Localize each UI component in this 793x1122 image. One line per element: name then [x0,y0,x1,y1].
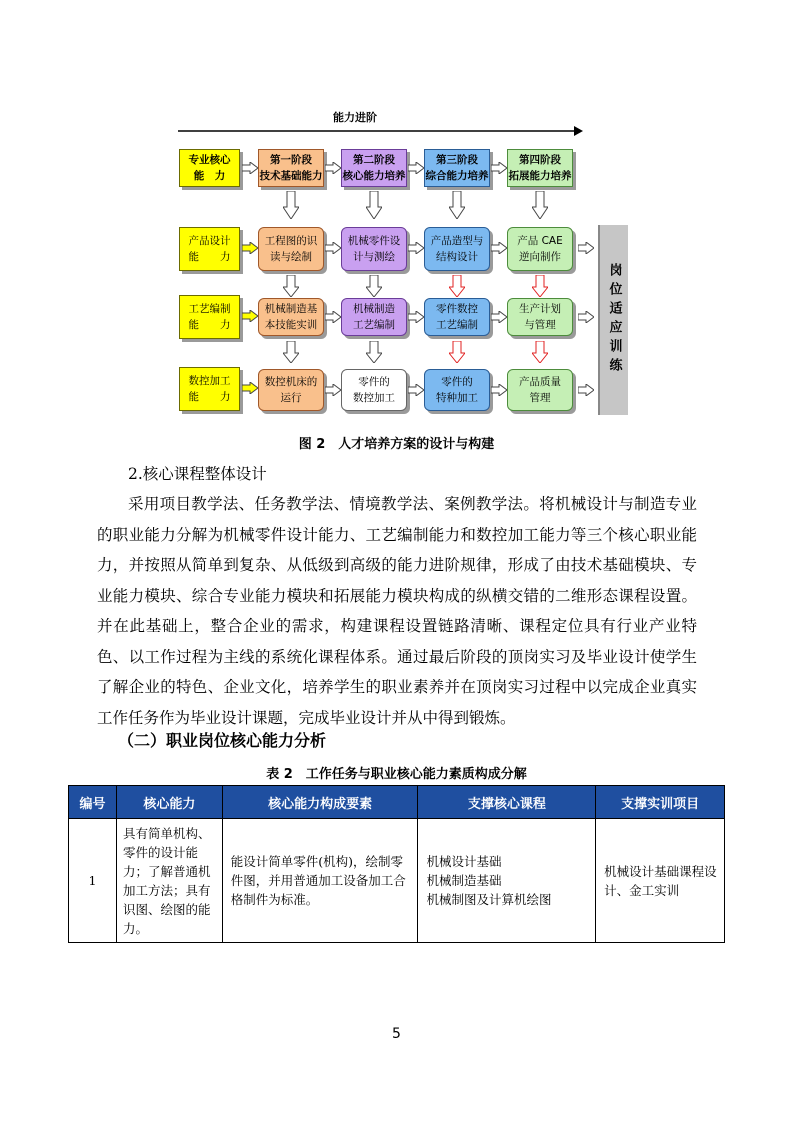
cell-r1-c3: 产品造型与 结构设计 [424,227,490,271]
cell-r1-c4: 产品 CAE 逆向制作 [507,227,573,271]
body-paragraph: 采用项目教学法、任务教学法、情境教学法、案例教学法。将机械设计与制造专业的职业能力分解为机械零件设计能力、工艺编制能力和数控加工能力等三个核心职业能力，并按照从简单到复杂、从低级到高级的能力进阶规律，形成了由技术基础模块、专业能力模块、综合专业能力模块和拓展能力模块构成的纵横交错的二维形态课程设置。并在此基础上，整合企业的需求，构建课程设置链路清晰、课程定位具有行业产业特色、以工作过程为主线的系统化课程体系。通过最后阶段的顶岗实习及毕业设计使学生了解企业的特色、企业文化，培养学生的职业素养并在顶岗实习过程中以完成企业真实工作任务作为毕业设计课题，完成毕业设计并从中得到锻炼。 [97,495,697,727]
progress-arrow [178,125,583,137]
arrow-down-icon [283,275,299,297]
side-box-label: 岗位适应训练 [606,263,622,377]
header-stage-3: 第三阶段 综合能力培养 [424,149,490,187]
arrow-right-icon [325,242,341,254]
arrow-down-icon [366,341,382,363]
arrow-right-icon [491,162,507,174]
arrow-right-icon [408,242,424,254]
arrow-right-icon [325,311,341,323]
cell-r2-c3: 零件数控 工艺编制 [424,298,490,336]
arrow-right-icon [491,242,507,254]
column-header: 支撑实训项目 [596,786,725,819]
cell-r2-c4: 生产计划 与管理 [507,298,573,336]
arrow-down-icon [449,191,465,219]
column-header: 核心能力 [116,786,222,819]
table-row [69,819,725,943]
arrow-down-icon [366,191,382,219]
column-header: 支撑核心课程 [418,786,596,819]
arrow-right-icon [325,162,341,174]
arrow-right-icon [491,311,507,323]
cell-r1-c1: 工程图的识 读与绘制 [258,227,324,271]
arrow-right-icon [242,242,258,254]
header-stage-4: 第四阶段 拓展能力培养 [507,149,573,187]
cell-ability: 具有简单机构、零件的设计能力；了解普通机加工方法；具有识图、绘图的能力。 [116,819,222,943]
side-box-job-training [598,225,628,415]
talent-training-diagram [170,105,630,425]
cell-elements: 能设计简单零件(机构)，绘制零件图，并用普通加工设备加工合格制件为标准。 [222,819,418,943]
row-label-cnc-machining: 数控加工 能 力 [179,367,240,411]
arrow-down-icon [532,275,548,297]
arrow-down-icon [366,275,382,297]
arrow-right-icon [408,311,424,323]
cell-r3-c3: 零件的 特种加工 [424,369,490,411]
cell-r3-c1: 数控机床的 运行 [258,369,324,411]
cell-r1-c2: 机械零件设 计与测绘 [341,227,407,271]
arrow-right-icon [578,311,594,323]
arrow-right-icon [325,384,341,396]
column-header: 编号 [69,786,117,819]
section-heading-2: 2.核心课程整体设计 [128,465,267,483]
section-heading-3: （二）职业岗位核心能力分析 [118,731,327,750]
arrow-right-icon [578,384,594,396]
header-stage-2: 第二阶段 核心能力培养 [341,149,407,187]
progress-label: 能力进阶 [333,111,377,124]
cell-r2-c2: 机械制造 工艺编制 [341,298,407,336]
arrow-right-icon [242,162,258,174]
row-label-product-design: 产品设计 能 力 [179,227,240,271]
arrow-right-icon [408,384,424,396]
arrow-down-icon [532,341,548,363]
cell-r3-c2: 零件的 数控加工 [341,369,407,411]
table-caption: 表 2 工作任务与职业核心能力素质构成分解 [266,767,527,782]
arrow-down-icon [449,275,465,297]
arrow-right-icon [242,382,258,394]
arrow-right-icon [242,310,258,322]
arrow-down-icon [283,191,299,219]
ability-table [68,785,725,943]
arrow-down-icon [283,341,299,363]
row-label-process-planning: 工艺编制 能 力 [179,295,240,339]
arrow-right-icon [578,242,594,254]
arrow-right-icon [408,162,424,174]
table-header-row [69,786,725,819]
cell-r2-c1: 机械制造基 本技能实训 [258,298,324,336]
column-header: 核心能力构成要素 [222,786,418,819]
figure-caption: 图 2 人才培养方案的设计与构建 [298,437,495,452]
cell-number: 1 [69,819,117,943]
arrow-down-icon [449,341,465,363]
arrow-down-icon [532,191,548,219]
header-stage-1: 第一阶段 技术基础能力 [258,149,324,187]
page-number: 5 [392,1026,401,1042]
cell-courses: 机械设计基础 机械制造基础 机械制图及计算机绘图 [418,819,596,943]
cell-r3-c4: 产品质量 管理 [507,369,573,411]
cell-training: 机械设计基础课程设计、金工实训 [596,819,725,943]
arrow-right-icon [491,384,507,396]
header-core-ability: 专业核心 能 力 [179,149,240,187]
